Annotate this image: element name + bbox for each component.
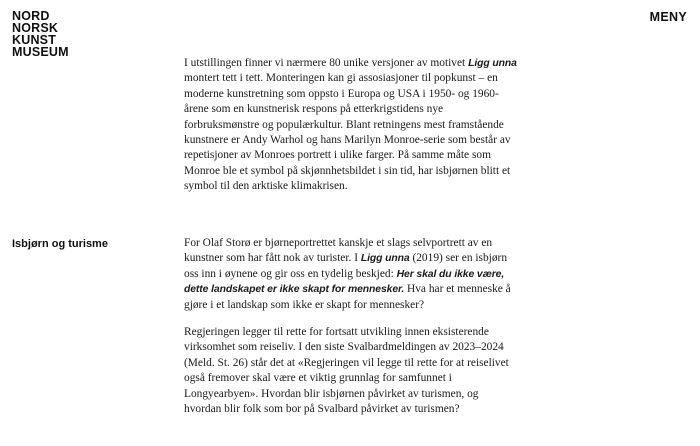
intro-section bbox=[184, 56, 518, 195]
body-paragraph bbox=[184, 236, 518, 313]
logo-line: MUSEUM bbox=[12, 45, 69, 59]
body-text: (2019) ser en isbjørn oss inn i øynene og gir oss en tydelig beskjed: bbox=[184, 252, 508, 280]
logo-line: NORSK bbox=[12, 21, 59, 35]
menu-button[interactable]: MENY bbox=[649, 10, 687, 24]
artwork-title: Ligg unna bbox=[360, 253, 410, 265]
museum-logo[interactable] bbox=[12, 10, 69, 58]
body-text: Hva har et menneske å gjøre i et landskap som ikke er skapt for mennesker? bbox=[184, 283, 511, 311]
body-paragraph: Regjeringen legger til rette for fortsatt utvikling innen eksisterende virksomhet som reiseliv. I den siste Svalbardmeldingen av 2023–2024 (Meld. St. 26) står det at «Regjeringen vil legge til rette for at reiselivet også fremover skal være et viktig grunnlag for samfunnet i Longyearbyen». Hvordan blir isbjørnen påvirket av turismen, og hvordan blir folk som bor på Svalbard påvirket av turismen? bbox=[184, 326, 509, 416]
intro-text: I utstillingen finner vi nærmere 80 unike versjoner av motivet bbox=[184, 57, 469, 69]
intro-paragraph bbox=[184, 56, 518, 195]
section-body bbox=[184, 236, 518, 417]
body-text: For Olaf Storø er bjørneportrettet kanskje et slags selvportrett av en kunstner som har fått nok av turister. I bbox=[184, 237, 493, 265]
artwork-title: Ligg unna bbox=[468, 58, 517, 69]
intro-text: montert tett i tett. Monteringen kan gi assosiasjoner til popkunst – en moderne kunstretning som oppsto i Europa og USA i 1950- og 1960-årene som en kunstnerisk respons på etterkrigstidens nye forbruksmønstre og populærkultur. Blant retningens mest framstående kunstnere er Andy Warhol og hans Marilyn Monroe-serie som består av repetisjoner av Monroes portrett i ulike farger. På samme måte som Monroe ble et symbol på skjønnhetsbildet i sin tid, har isbjørnen blitt et symbol til den arktiske klimakrisen. bbox=[184, 72, 511, 193]
logo-line: KUNST bbox=[12, 33, 57, 47]
logo-line: NORD bbox=[12, 9, 50, 23]
section-heading: Isbjørn og turisme bbox=[12, 238, 108, 250]
emphasized-quote: Her skal du ikke være, dette landskapet er ikke skapt for mennesker. bbox=[184, 268, 505, 296]
